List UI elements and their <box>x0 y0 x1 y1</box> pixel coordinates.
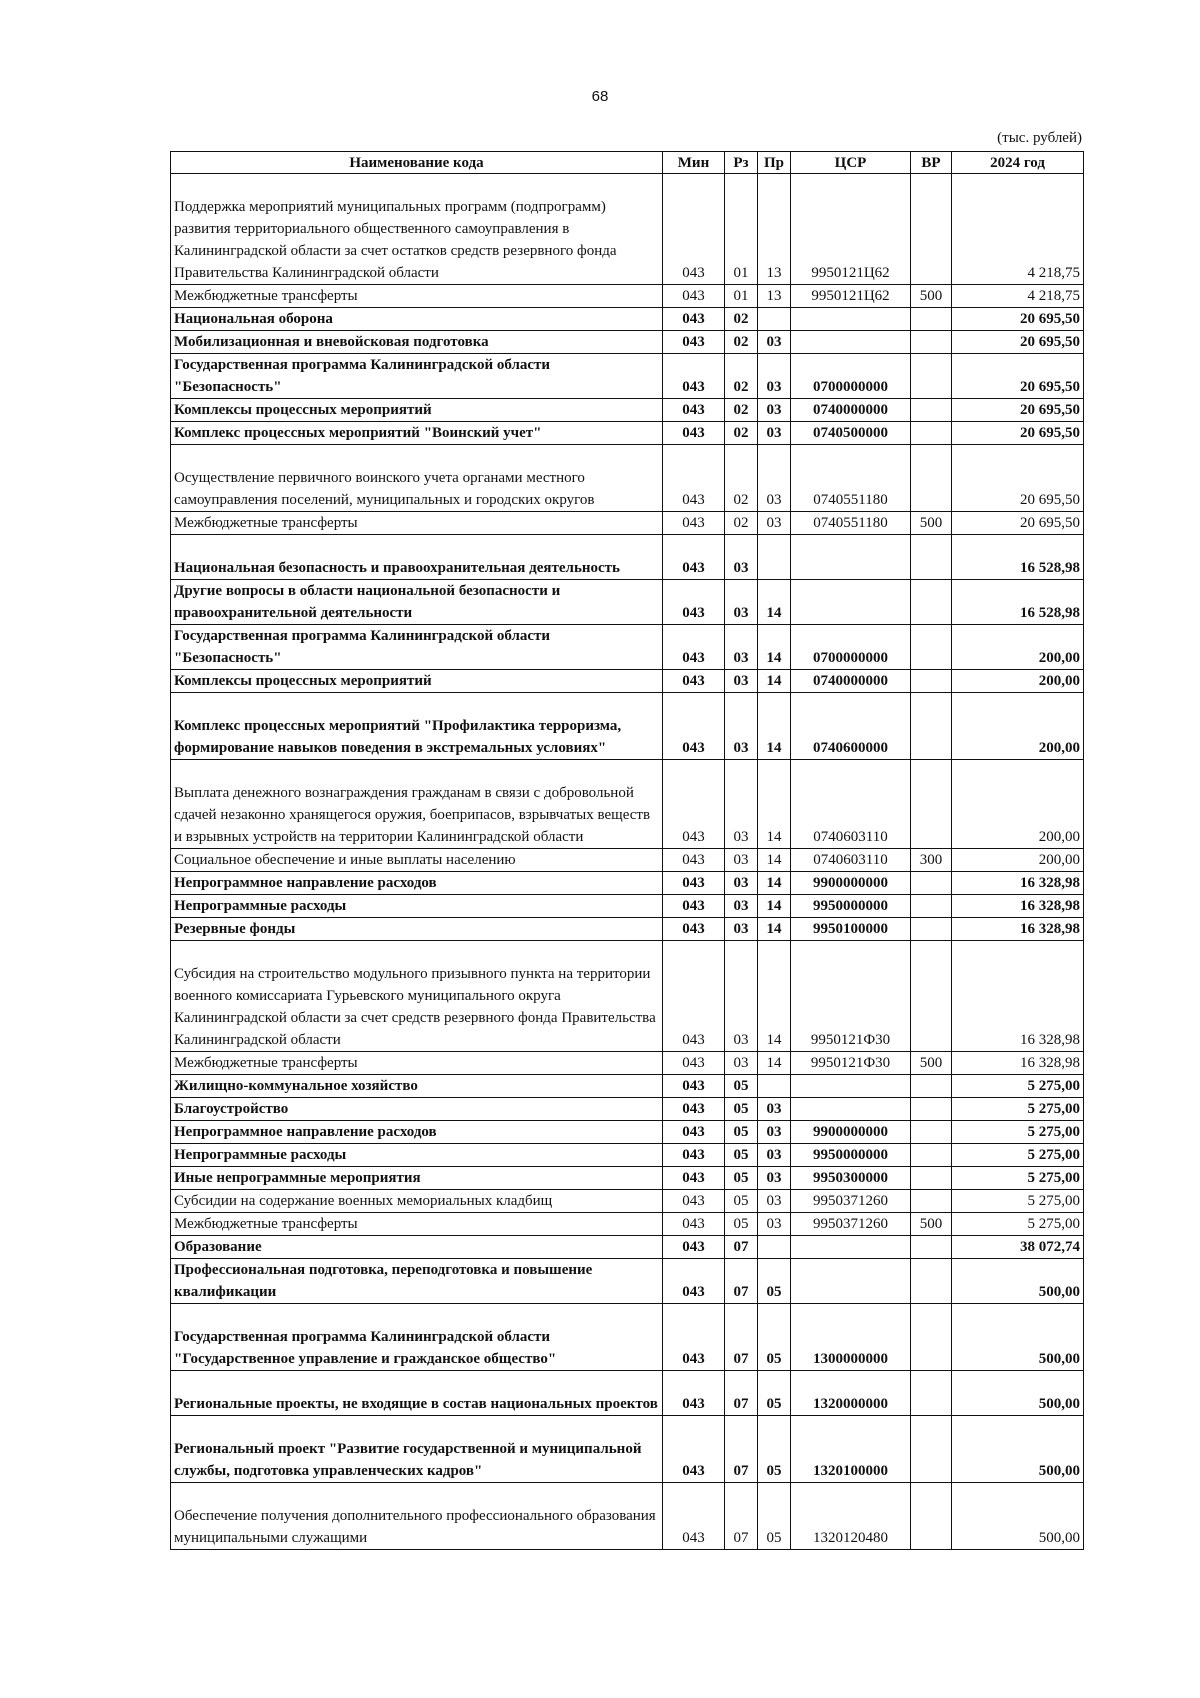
cell-min: 043 <box>663 1052 725 1075</box>
cell-amount: 38 072,74 <box>952 1236 1084 1259</box>
cell-name: Обеспечение получения дополнительного профессионального образования муниципальными служащими <box>171 1483 663 1550</box>
cell-amount: 16 328,98 <box>952 1052 1084 1075</box>
cell-amount: 4 218,75 <box>952 174 1084 285</box>
cell-vr <box>911 1371 952 1416</box>
cell-min: 043 <box>663 331 725 354</box>
header-vr: ВР <box>911 152 952 174</box>
cell-pr: 03 <box>758 1190 791 1213</box>
cell-amount: 500,00 <box>952 1416 1084 1483</box>
table-row <box>171 580 1084 625</box>
table-row <box>171 895 1084 918</box>
cell-pr: 03 <box>758 354 791 399</box>
cell-amount: 200,00 <box>952 625 1084 670</box>
cell-csr: 0740000000 <box>791 399 911 422</box>
cell-vr <box>911 174 952 285</box>
cell-name: Профессиональная подготовка, переподготовка и повышение квалификации <box>171 1259 663 1304</box>
cell-pr: 05 <box>758 1483 791 1550</box>
cell-name: Выплата денежного вознаграждения гражданам в связи с добровольной сдачей незаконно хранящегося оружия, боеприпасов, взрывчатых веществ и взрывных устройств на территории Калининградской области <box>171 760 663 849</box>
cell-name: Субсидии на содержание военных мемориальных кладбищ <box>171 1190 663 1213</box>
cell-vr <box>911 1416 952 1483</box>
cell-min: 043 <box>663 1190 725 1213</box>
cell-rz: 03 <box>725 625 758 670</box>
cell-rz: 03 <box>725 670 758 693</box>
cell-vr <box>911 670 952 693</box>
cell-vr <box>911 535 952 580</box>
cell-rz: 03 <box>725 849 758 872</box>
cell-rz: 03 <box>725 535 758 580</box>
cell-rz: 03 <box>725 895 758 918</box>
table-row <box>171 1304 1084 1371</box>
cell-rz: 03 <box>725 693 758 760</box>
cell-csr: 9950121Ф30 <box>791 1052 911 1075</box>
cell-csr: 0740603110 <box>791 849 911 872</box>
cell-rz: 02 <box>725 422 758 445</box>
cell-amount: 20 695,50 <box>952 512 1084 535</box>
cell-pr: 14 <box>758 918 791 941</box>
cell-rz: 03 <box>725 1052 758 1075</box>
cell-rz: 05 <box>725 1098 758 1121</box>
cell-amount: 16 528,98 <box>952 535 1084 580</box>
cell-csr: 9950371260 <box>791 1190 911 1213</box>
cell-vr <box>911 760 952 849</box>
cell-vr <box>911 941 952 1052</box>
cell-min: 043 <box>663 1098 725 1121</box>
header-year: 2024 год <box>952 152 1084 174</box>
cell-amount: 200,00 <box>952 849 1084 872</box>
cell-vr <box>911 331 952 354</box>
table-row <box>171 1483 1084 1550</box>
cell-amount: 20 695,50 <box>952 422 1084 445</box>
cell-pr: 03 <box>758 331 791 354</box>
cell-rz: 05 <box>725 1213 758 1236</box>
cell-amount: 16 328,98 <box>952 872 1084 895</box>
cell-csr: 0740600000 <box>791 693 911 760</box>
cell-name: Непрограммные расходы <box>171 895 663 918</box>
cell-pr <box>758 535 791 580</box>
cell-min: 043 <box>663 285 725 308</box>
cell-name: Национальная безопасность и правоохранительная деятельность <box>171 535 663 580</box>
cell-min: 043 <box>663 422 725 445</box>
cell-vr <box>911 1144 952 1167</box>
cell-csr: 0700000000 <box>791 625 911 670</box>
cell-min: 043 <box>663 399 725 422</box>
units-label: (тыс. рублей) <box>997 130 1082 146</box>
cell-rz: 02 <box>725 399 758 422</box>
cell-csr: 0740000000 <box>791 670 911 693</box>
cell-csr <box>791 580 911 625</box>
cell-name: Государственная программа Калининградской области "Государственное управление и гражданское общество" <box>171 1304 663 1371</box>
cell-pr: 05 <box>758 1304 791 1371</box>
cell-vr <box>911 1259 952 1304</box>
cell-amount: 16 328,98 <box>952 941 1084 1052</box>
table-row <box>171 872 1084 895</box>
cell-min: 043 <box>663 1167 725 1190</box>
cell-amount: 5 275,00 <box>952 1144 1084 1167</box>
cell-vr <box>911 1190 952 1213</box>
cell-pr: 05 <box>758 1416 791 1483</box>
cell-pr: 14 <box>758 1052 791 1075</box>
cell-name: Осуществление первичного воинского учета органами местного самоуправления поселений, муниципальных и городских округов <box>171 445 663 512</box>
cell-name: Государственная программа Калининградской области "Безопасность" <box>171 354 663 399</box>
cell-rz: 01 <box>725 174 758 285</box>
header-csr: ЦСР <box>791 152 911 174</box>
cell-csr: 9900000000 <box>791 872 911 895</box>
cell-amount: 5 275,00 <box>952 1121 1084 1144</box>
cell-name: Комплекс процессных мероприятий "Профилактика терроризма, формирование навыков поведения в экстремальных условиях" <box>171 693 663 760</box>
cell-min: 043 <box>663 308 725 331</box>
cell-amount: 16 328,98 <box>952 918 1084 941</box>
cell-name: Непрограммное направление расходов <box>171 1121 663 1144</box>
cell-pr: 14 <box>758 760 791 849</box>
table-row <box>171 918 1084 941</box>
cell-pr: 14 <box>758 849 791 872</box>
page-number: 68 <box>591 88 609 105</box>
cell-amount: 5 275,00 <box>952 1075 1084 1098</box>
table-row <box>171 445 1084 512</box>
header-min: Мин <box>663 152 725 174</box>
table-row <box>171 1167 1084 1190</box>
cell-name: Непрограммные расходы <box>171 1144 663 1167</box>
cell-rz: 02 <box>725 308 758 331</box>
cell-pr: 03 <box>758 1144 791 1167</box>
cell-csr: 0740500000 <box>791 422 911 445</box>
cell-vr <box>911 422 952 445</box>
cell-min: 043 <box>663 693 725 760</box>
cell-pr: 14 <box>758 580 791 625</box>
cell-csr: 9950000000 <box>791 1144 911 1167</box>
table-row <box>171 285 1084 308</box>
cell-csr: 0740551180 <box>791 512 911 535</box>
cell-name: Субсидия на строительство модульного призывного пункта на территории военного комиссариата Гурьевского муниципального округа Калининградской области за счет средств резервного фонда Правительства Калининградской области <box>171 941 663 1052</box>
cell-amount: 500,00 <box>952 1483 1084 1550</box>
cell-csr: 9950100000 <box>791 918 911 941</box>
table-row <box>171 535 1084 580</box>
cell-min: 043 <box>663 918 725 941</box>
cell-csr: 9950121Ц62 <box>791 285 911 308</box>
cell-csr: 9950121Ф30 <box>791 941 911 1052</box>
cell-vr <box>911 693 952 760</box>
cell-amount: 5 275,00 <box>952 1098 1084 1121</box>
cell-csr: 9950300000 <box>791 1167 911 1190</box>
cell-min: 043 <box>663 849 725 872</box>
table-row <box>171 1098 1084 1121</box>
table-row <box>171 670 1084 693</box>
cell-name: Иные непрограммные мероприятия <box>171 1167 663 1190</box>
cell-vr <box>911 354 952 399</box>
table-row <box>171 331 1084 354</box>
table-row <box>171 1121 1084 1144</box>
table-row <box>171 1190 1084 1213</box>
cell-pr: 14 <box>758 895 791 918</box>
cell-pr: 13 <box>758 174 791 285</box>
cell-min: 043 <box>663 872 725 895</box>
table-row <box>171 1259 1084 1304</box>
cell-min: 043 <box>663 1144 725 1167</box>
cell-min: 043 <box>663 1213 725 1236</box>
cell-name: Комплекс процессных мероприятий "Воинский учет" <box>171 422 663 445</box>
table-row <box>171 849 1084 872</box>
cell-min: 043 <box>663 625 725 670</box>
cell-rz: 03 <box>725 941 758 1052</box>
cell-min: 043 <box>663 760 725 849</box>
cell-rz: 07 <box>725 1371 758 1416</box>
cell-name: Межбюджетные трансферты <box>171 1052 663 1075</box>
cell-pr: 03 <box>758 1167 791 1190</box>
cell-amount: 20 695,50 <box>952 331 1084 354</box>
cell-vr <box>911 1236 952 1259</box>
cell-amount: 20 695,50 <box>952 308 1084 331</box>
cell-csr <box>791 1098 911 1121</box>
cell-vr <box>911 580 952 625</box>
cell-pr: 14 <box>758 670 791 693</box>
cell-vr <box>911 1075 952 1098</box>
cell-min: 043 <box>663 1121 725 1144</box>
cell-csr <box>791 1259 911 1304</box>
table-row <box>171 1213 1084 1236</box>
cell-csr: 1300000000 <box>791 1304 911 1371</box>
cell-name: Резервные фонды <box>171 918 663 941</box>
cell-name: Образование <box>171 1236 663 1259</box>
cell-csr: 0700000000 <box>791 354 911 399</box>
cell-vr: 500 <box>911 512 952 535</box>
cell-amount: 5 275,00 <box>952 1213 1084 1236</box>
cell-vr <box>911 625 952 670</box>
cell-pr: 03 <box>758 399 791 422</box>
cell-name: Межбюджетные трансферты <box>171 512 663 535</box>
cell-name: Региональный проект "Развитие государственной и муниципальной службы, подготовка управленческих кадров" <box>171 1416 663 1483</box>
cell-min: 043 <box>663 1416 725 1483</box>
cell-name: Социальное обеспечение и иные выплаты населению <box>171 849 663 872</box>
cell-pr: 05 <box>758 1259 791 1304</box>
cell-min: 043 <box>663 1236 725 1259</box>
cell-name: Межбюджетные трансферты <box>171 285 663 308</box>
cell-amount: 5 275,00 <box>952 1190 1084 1213</box>
cell-vr <box>911 1167 952 1190</box>
cell-vr <box>911 918 952 941</box>
table-row <box>171 354 1084 399</box>
cell-vr: 300 <box>911 849 952 872</box>
table-row <box>171 1371 1084 1416</box>
cell-rz: 01 <box>725 285 758 308</box>
cell-rz: 07 <box>725 1236 758 1259</box>
cell-min: 043 <box>663 1304 725 1371</box>
header-name: Наименование кода <box>171 152 663 174</box>
cell-min: 043 <box>663 670 725 693</box>
cell-amount: 200,00 <box>952 670 1084 693</box>
cell-rz: 07 <box>725 1259 758 1304</box>
cell-rz: 05 <box>725 1144 758 1167</box>
table-row <box>171 941 1084 1052</box>
cell-amount: 4 218,75 <box>952 285 1084 308</box>
table-row <box>171 625 1084 670</box>
cell-name: Межбюджетные трансферты <box>171 1213 663 1236</box>
cell-csr <box>791 331 911 354</box>
header-pr: Пр <box>758 152 791 174</box>
cell-csr: 9950371260 <box>791 1213 911 1236</box>
cell-min: 043 <box>663 512 725 535</box>
cell-min: 043 <box>663 941 725 1052</box>
cell-name: Государственная программа Калининградской области "Безопасность" <box>171 625 663 670</box>
cell-amount: 20 695,50 <box>952 354 1084 399</box>
table-row <box>171 512 1084 535</box>
cell-name: Непрограммное направление расходов <box>171 872 663 895</box>
cell-amount: 500,00 <box>952 1259 1084 1304</box>
cell-pr: 14 <box>758 625 791 670</box>
cell-csr <box>791 535 911 580</box>
cell-name: Комплексы процессных мероприятий <box>171 670 663 693</box>
budget-table <box>170 151 1084 1550</box>
header-rz: Рз <box>725 152 758 174</box>
cell-rz: 05 <box>725 1121 758 1144</box>
cell-csr: 0740551180 <box>791 445 911 512</box>
cell-amount: 200,00 <box>952 760 1084 849</box>
cell-csr: 9950121Ц62 <box>791 174 911 285</box>
cell-min: 043 <box>663 895 725 918</box>
cell-pr: 03 <box>758 1121 791 1144</box>
table-row <box>171 693 1084 760</box>
cell-name: Поддержка мероприятий муниципальных программ (подпрограмм) развития территориального общественного самоуправления в Калининградской области за счет остатков средств резервного фонда Правительства Калининградской области <box>171 174 663 285</box>
cell-name: Региональные проекты, не входящие в состав национальных проектов <box>171 1371 663 1416</box>
cell-amount: 200,00 <box>952 693 1084 760</box>
cell-rz: 03 <box>725 580 758 625</box>
cell-amount: 16 528,98 <box>952 580 1084 625</box>
cell-pr: 14 <box>758 872 791 895</box>
cell-vr <box>911 895 952 918</box>
cell-pr: 03 <box>758 422 791 445</box>
table-row <box>171 399 1084 422</box>
cell-rz: 03 <box>725 872 758 895</box>
cell-pr: 03 <box>758 512 791 535</box>
cell-csr: 1320100000 <box>791 1416 911 1483</box>
cell-pr <box>758 1075 791 1098</box>
cell-name: Благоустройство <box>171 1098 663 1121</box>
cell-csr: 1320120480 <box>791 1483 911 1550</box>
cell-vr: 500 <box>911 1052 952 1075</box>
table-row <box>171 1075 1084 1098</box>
cell-amount: 20 695,50 <box>952 445 1084 512</box>
cell-rz: 03 <box>725 760 758 849</box>
cell-pr: 14 <box>758 941 791 1052</box>
cell-rz: 02 <box>725 331 758 354</box>
cell-rz: 05 <box>725 1190 758 1213</box>
cell-pr: 03 <box>758 1213 791 1236</box>
cell-vr <box>911 1098 952 1121</box>
cell-csr <box>791 1075 911 1098</box>
cell-vr <box>911 308 952 331</box>
cell-min: 043 <box>663 1259 725 1304</box>
cell-rz: 07 <box>725 1304 758 1371</box>
cell-vr <box>911 399 952 422</box>
cell-csr: 9900000000 <box>791 1121 911 1144</box>
cell-vr <box>911 445 952 512</box>
cell-rz: 02 <box>725 512 758 535</box>
table-row <box>171 308 1084 331</box>
cell-pr: 03 <box>758 445 791 512</box>
cell-name: Жилищно-коммунальное хозяйство <box>171 1075 663 1098</box>
cell-rz: 07 <box>725 1416 758 1483</box>
cell-csr <box>791 1236 911 1259</box>
cell-amount: 20 695,50 <box>952 399 1084 422</box>
cell-rz: 05 <box>725 1075 758 1098</box>
cell-vr: 500 <box>911 1213 952 1236</box>
table-body <box>171 174 1084 1550</box>
cell-name: Национальная оборона <box>171 308 663 331</box>
cell-csr: 9950000000 <box>791 895 911 918</box>
cell-pr: 05 <box>758 1371 791 1416</box>
table-row <box>171 1144 1084 1167</box>
cell-rz: 07 <box>725 1483 758 1550</box>
table-header-row <box>171 152 1084 174</box>
table-row <box>171 174 1084 285</box>
cell-name: Комплексы процессных мероприятий <box>171 399 663 422</box>
cell-name: Мобилизационная и вневойсковая подготовка <box>171 331 663 354</box>
cell-csr <box>791 308 911 331</box>
cell-amount: 500,00 <box>952 1304 1084 1371</box>
cell-min: 043 <box>663 174 725 285</box>
cell-rz: 05 <box>725 1167 758 1190</box>
cell-min: 043 <box>663 354 725 399</box>
cell-vr <box>911 1121 952 1144</box>
table-row <box>171 1052 1084 1075</box>
cell-vr <box>911 1304 952 1371</box>
cell-min: 043 <box>663 580 725 625</box>
cell-csr: 1320000000 <box>791 1371 911 1416</box>
cell-pr <box>758 308 791 331</box>
cell-min: 043 <box>663 1371 725 1416</box>
cell-rz: 03 <box>725 918 758 941</box>
cell-pr: 03 <box>758 1098 791 1121</box>
table-row <box>171 422 1084 445</box>
cell-amount: 5 275,00 <box>952 1167 1084 1190</box>
cell-vr <box>911 1483 952 1550</box>
cell-min: 043 <box>663 535 725 580</box>
cell-min: 043 <box>663 1483 725 1550</box>
cell-name: Другие вопросы в области национальной безопасности и правоохранительной деятельности <box>171 580 663 625</box>
table-row <box>171 760 1084 849</box>
cell-vr <box>911 872 952 895</box>
cell-rz: 02 <box>725 354 758 399</box>
cell-csr: 0740603110 <box>791 760 911 849</box>
cell-min: 043 <box>663 1075 725 1098</box>
cell-rz: 02 <box>725 445 758 512</box>
cell-amount: 16 328,98 <box>952 895 1084 918</box>
cell-min: 043 <box>663 445 725 512</box>
cell-vr: 500 <box>911 285 952 308</box>
cell-pr: 14 <box>758 693 791 760</box>
cell-pr: 13 <box>758 285 791 308</box>
table-row <box>171 1416 1084 1483</box>
cell-amount: 500,00 <box>952 1371 1084 1416</box>
table-row <box>171 1236 1084 1259</box>
cell-pr <box>758 1236 791 1259</box>
